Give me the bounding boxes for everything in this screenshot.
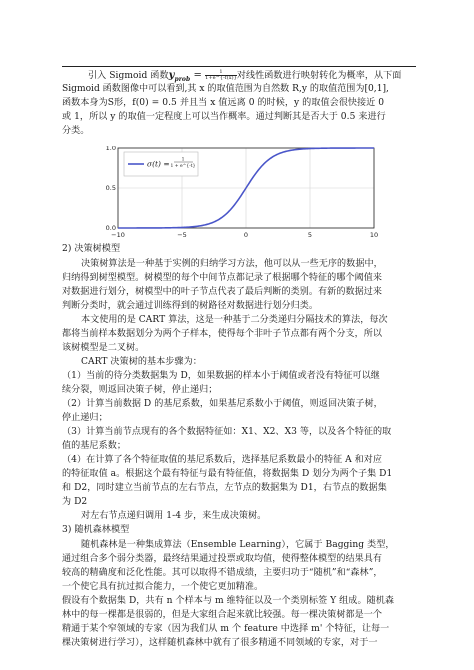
para4-line-7: 精通于某个窄领域的专家（因为我们从 m 个 feature 中选择 m' 个特征，让每一 <box>62 624 390 634</box>
section2-title: 2) 决策树模型 <box>62 244 121 254</box>
x-tick-label: −5 <box>177 231 187 239</box>
para3-line-2: 都将当前样本数据划分为两个子样本，使得每个非叶子节点都有两个分支，所以 <box>62 329 383 339</box>
formula-fraction: $\frac{1}{1+e\^{}\{-f(x)\}}$ <box>205 69 237 81</box>
x-tick-label: 5 <box>307 231 313 239</box>
para4-line-6: 林中的每一棵都是很弱的，但是大家组合起来就比较强。每一棵决策树都是一个 <box>62 610 383 620</box>
y-ticks <box>106 146 116 232</box>
para2-line-1: 决策树算法是一种基于实例的归纳学习方法，他可以从一些无序的数据中， <box>81 259 383 269</box>
sigmoid-chart <box>104 146 378 240</box>
step-line-8: 的特征取值 a。根据这个最有特征与最有特征值，将数据集 D 划分为两个子集 D1 <box>62 469 393 479</box>
x-ticks <box>111 231 378 239</box>
step-line-6: 值的基尼系数； <box>62 441 127 451</box>
section3-title: 3) 随机森林模型 <box>62 525 130 535</box>
para4-line-8: 棵决策树进行学习），这样随机森林中就有了很多精通不同领域的专家，对于一 <box>62 638 378 648</box>
step-line-2: 续分裂，则返回决策子树，停止递归； <box>62 385 218 395</box>
step-line-7: （4）在计算了各个特征取值的基尼系数后，选择基尼系数最小的特征 A 和对应 <box>62 455 383 465</box>
para4-line-3: 较高的精确度和泛化性能。其可以取得不错成绩，主要归功于“随机”和“森林”， <box>62 568 383 578</box>
step-line-11: 对左右节点递归调用 1-4 步，来生成决策树。 <box>81 511 267 521</box>
para1-line-4: 或 1，所以 y 的取值一定程度上可以当作概率。通过判断其是否大于 0.5 来进行 <box>62 112 386 122</box>
para2-line-4: 判断分类时，就会通过训练得到的树路径对数据进行划分归类。 <box>62 301 319 311</box>
x-tick-label: −10 <box>111 231 125 239</box>
para4-line-2: 通过组合多个弱分类器，最终结果通过投票或取均值，使得整体模型的结果具有 <box>62 554 383 564</box>
para2-line-3: 对数据进行划分，树模型中的叶子节点代表了最后判断的类别。有新的数据过来 <box>62 287 383 297</box>
y-tick-label: 0.5 <box>105 184 116 193</box>
chart-legend <box>124 152 198 176</box>
para2-line-2: 归纳得到树型模型。树模型的每个中间节点都记录了根据哪个特征的哪个阈值来 <box>62 273 383 283</box>
para4-line-4: 一个使它具有抗过拟合能力，一个使它更加精准。 <box>62 582 264 592</box>
step-line-1: （1）当前的待分类数据集为 D，如果数据的样本小于阈值或者没有特征可以继 <box>62 371 380 381</box>
step-line-3: （2）计算当前数据 D 的基尼系数，如果基尼系数小于阈值，则返回决策子树， <box>62 399 383 409</box>
para4-line-1: 随机森林是一种集成算法（Ensemble Learning），它属于 Bagging 类型， <box>81 540 395 550</box>
formula-y-prob: $y_{prob}$ = $\frac{1}{1+e\^{}\{-f(x)\}}$ <box>168 69 237 83</box>
legend-den: 1 + e^{-t} <box>170 164 196 169</box>
para4-line-5: 假设有个数据集 D，共有 n 个样本与 m 维特征以及一个类别标签 Y 组成。随机森 <box>62 596 395 606</box>
para1-pre: 引入 Sigmoid 函数 <box>88 71 169 81</box>
legend-label: σ(t) = <box>147 159 170 169</box>
step-line-4: 停止递归； <box>62 413 108 423</box>
step-line-10: 为 D2 <box>62 497 88 507</box>
para1-line-2: Sigmoid 函数图像中可以看到,其 x 的取值范围为自然数 R,y 的取值范围为[0,1], <box>62 84 389 94</box>
para1-line-1 <box>88 70 401 85</box>
legend-num: 1 <box>181 157 185 163</box>
x-tick-label: 10 <box>369 231 378 239</box>
para3-line-3: 该树模型是二叉树。 <box>62 343 145 353</box>
top-rule <box>62 66 416 67</box>
y-tick-label: 1.0 <box>105 146 116 153</box>
y-tick-label: 0.0 <box>105 224 116 233</box>
para1-post: 对线性函数进行映射转化为概率，从下面 <box>236 71 402 81</box>
para1-line-5: 分类。 <box>62 126 90 136</box>
para1-line-3: 函数本身为S形，f(0) = 0.5 并且当 x 值远离 0 的时候，y 的取值会很快接近 0 <box>62 98 385 108</box>
para3-line-1: 本文使用的是 CART 算法，这是一种基于二分类递归分隔技术的算法，每次 <box>81 315 388 325</box>
step-line-9: 和 D2，同时建立当前节点的左右节点，左节点的数据集为 D1，右节点的数据集 <box>62 483 387 493</box>
cart-title: CART 决策树的基本步骤为： <box>81 357 202 367</box>
step-line-5: （3）计算当前节点现有的各个数据特征如：X1、X2、X3 等，以及各个特征的取 <box>62 427 392 437</box>
x-tick-label: 0 <box>243 231 249 239</box>
